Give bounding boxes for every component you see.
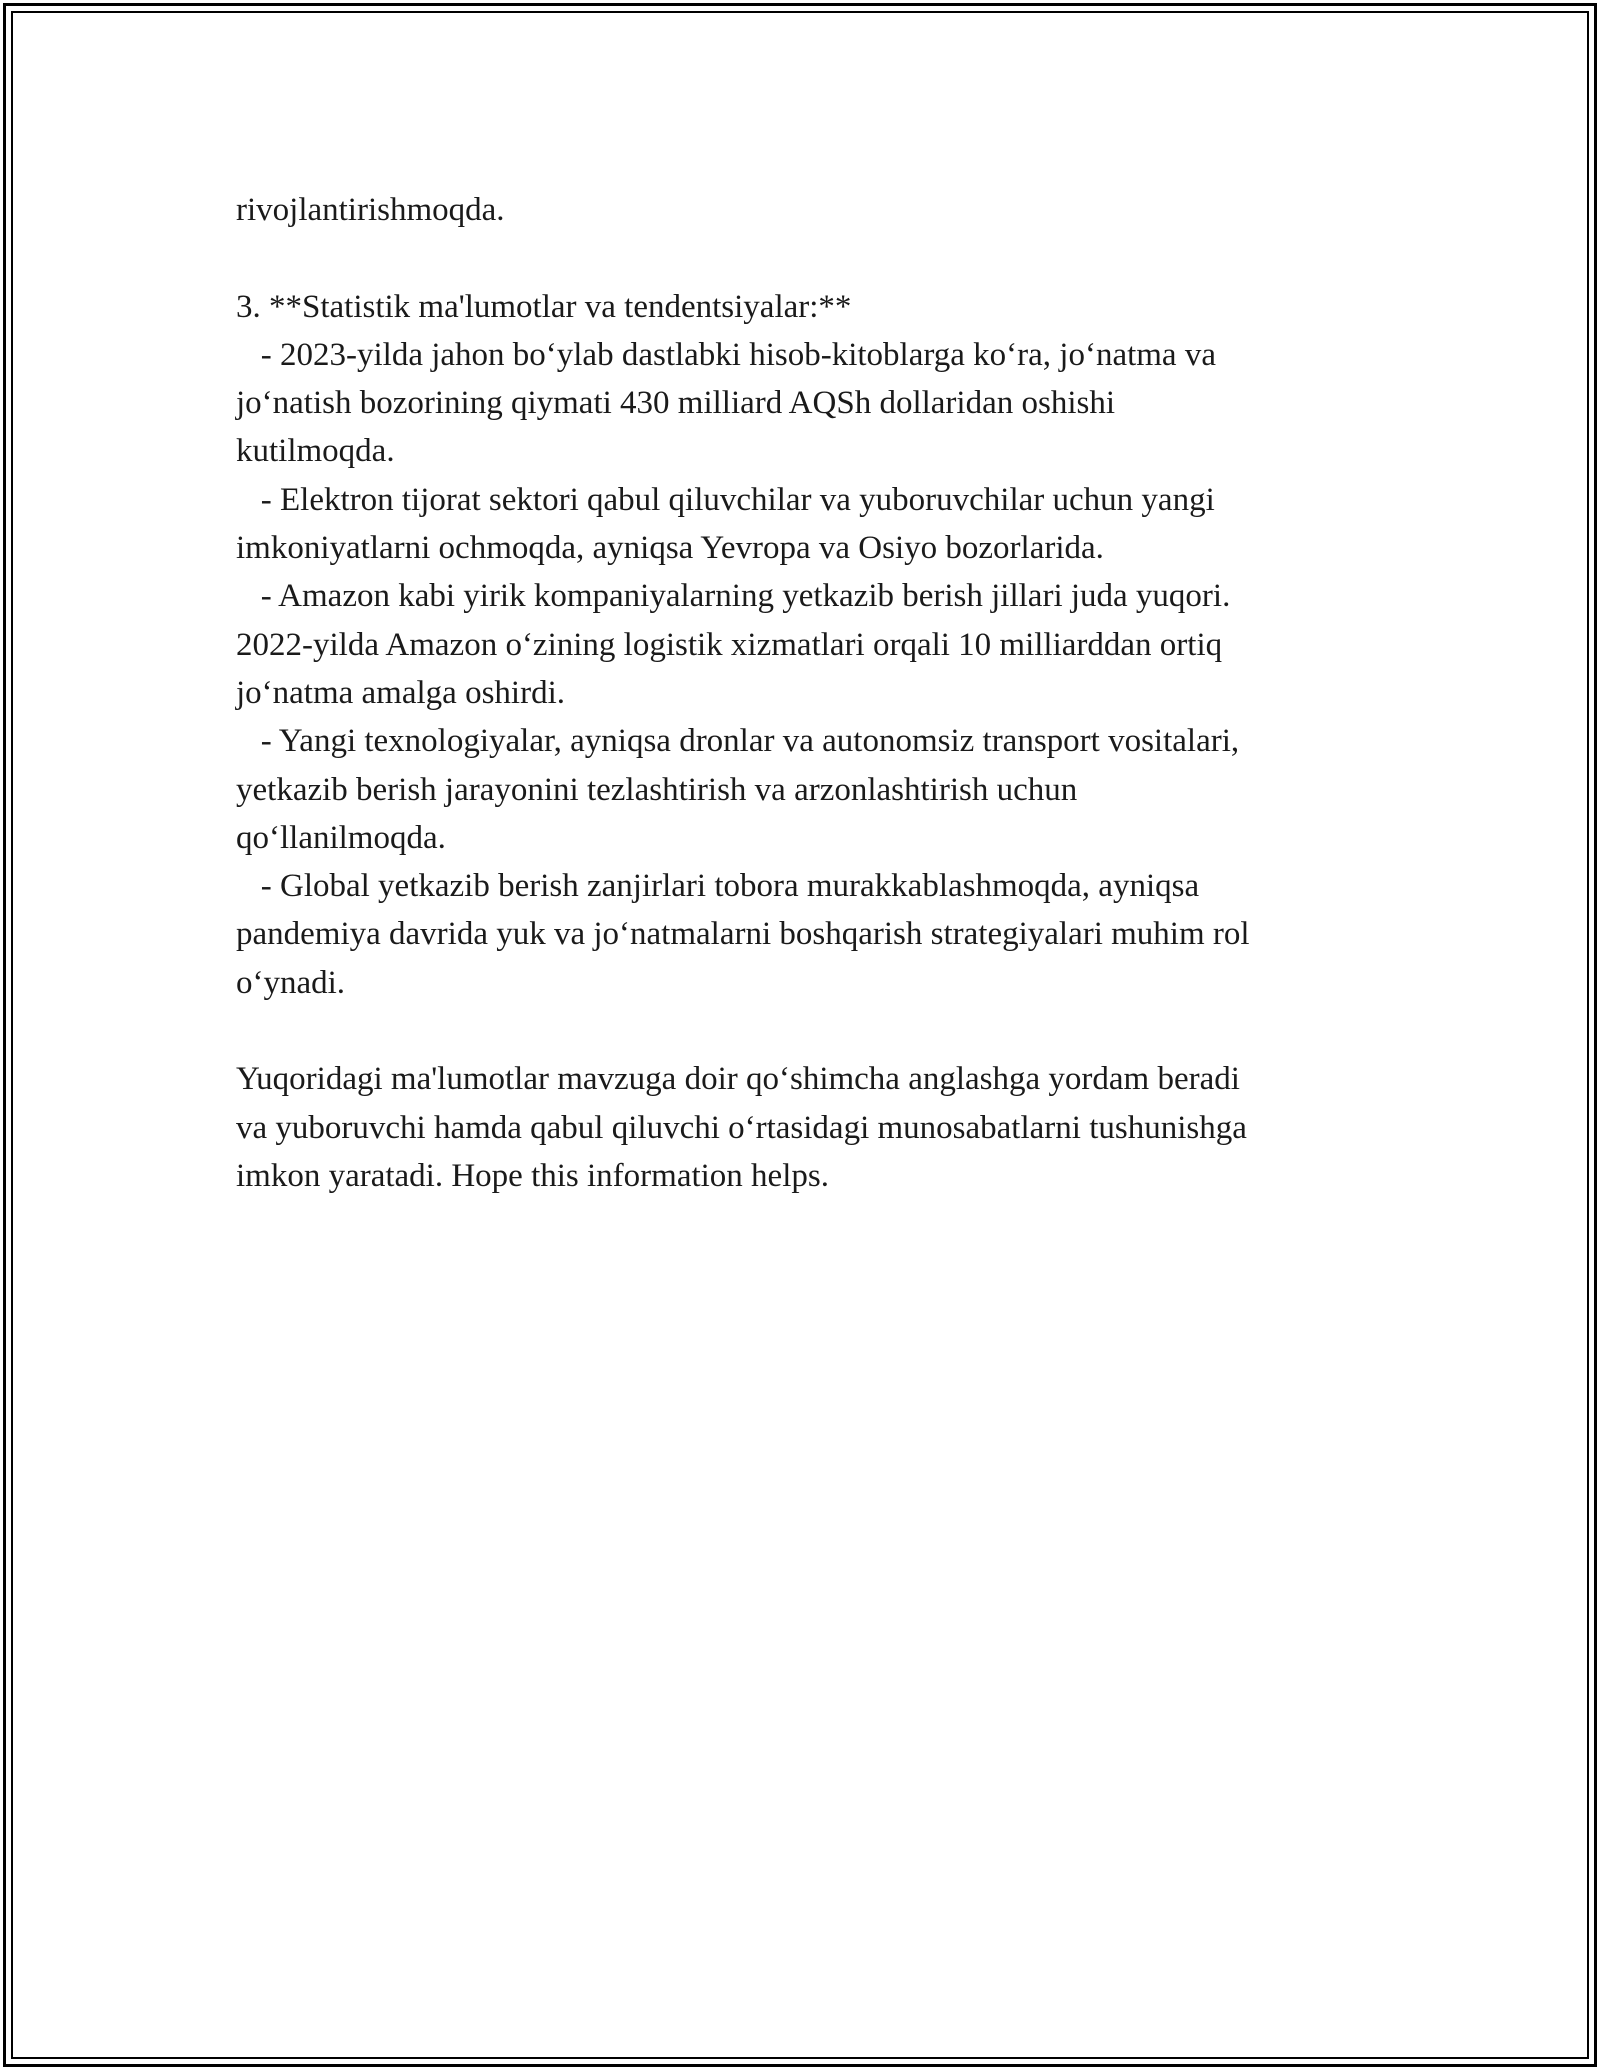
- bullet-item: [236, 476, 1396, 573]
- bullet-item: [236, 331, 1396, 476]
- bullet-line: yetkazib berish jarayonini tezlashtirish va arzonlashtirish uchun: [236, 771, 1078, 808]
- bullet-line: imkoniyatlarni ochmoqda, ayniqsa Yevropa va Osiyo bozorlarida.: [236, 530, 1104, 567]
- section-heading: 3. **Statistik ma'lumotlar va tendentsiyalar:**: [236, 288, 852, 325]
- closing-paragraph: [236, 1055, 1396, 1200]
- bullet-line: - Amazon kabi yirik kompaniyalarning yetkazib berish jillari juda yuqori.: [236, 578, 1231, 615]
- bullet-item: [236, 862, 1396, 1007]
- bullet-item: [236, 572, 1396, 717]
- bullet-line: - Yangi texnologiyalar, ayniqsa dronlar va autonomsiz transport vositalari,: [236, 723, 1240, 760]
- closing-line: va yuboruvchi hamda qabul qiluvchi o‘rtasidagi munosabatlarni tushunishga: [236, 1109, 1247, 1146]
- bullet-line: jo‘natish bozorining qiymati 430 milliard AQSh dollaridan oshishi: [236, 385, 1116, 422]
- bullet-line: - Elektron tijorat sektori qabul qiluvchilar va yuboruvchilar uchun yangi: [236, 481, 1215, 518]
- bullet-item: [236, 717, 1396, 862]
- bullet-line: jo‘natma amalga oshirdi.: [236, 674, 565, 711]
- bullet-line: o‘ynadi.: [236, 964, 346, 1001]
- bullet-line: kutilmoqda.: [236, 433, 395, 470]
- bullet-line: qo‘llanilmoqda.: [236, 819, 446, 856]
- intro-line: rivojlantirishmoqda.: [236, 192, 505, 228]
- document-body: [236, 186, 1396, 1200]
- closing-line: Yuqoridagi ma'lumotlar mavzuga doir qo‘shimcha anglashga yordam beradi: [236, 1061, 1240, 1098]
- paragraph-spacer: [236, 1007, 1396, 1055]
- bullet-line: - Global yetkazib berish zanjirlari tobora murakkablashmoqda, ayniqsa: [236, 868, 1200, 905]
- paragraph-spacer: [236, 234, 1396, 282]
- closing-line: imkon yaratadi. Hope this information helps.: [236, 1157, 829, 1194]
- bullet-line: 2022-yilda Amazon o‘zining logistik xizmatlari orqali 10 milliarddan ortiq: [236, 626, 1223, 663]
- bullet-line: - 2023-yilda jahon bo‘ylab dastlabki hisob-kitoblarga ko‘ra, jo‘natma va: [236, 336, 1216, 373]
- bullet-line: pandemiya davrida yuk va jo‘natmalarni boshqarish strategiyalari muhim rol: [236, 916, 1250, 953]
